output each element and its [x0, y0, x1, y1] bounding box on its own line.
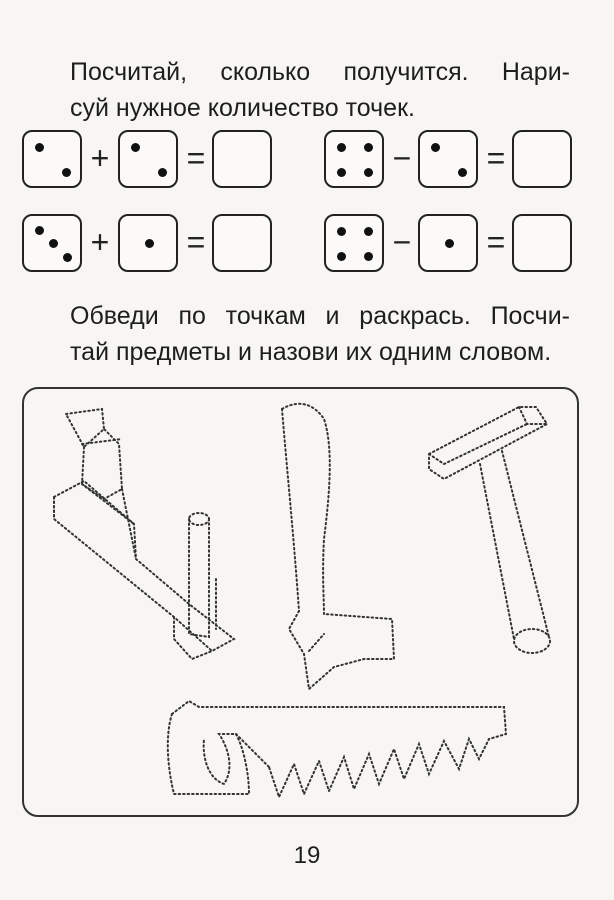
- die-addend-1: [22, 130, 82, 188]
- die-minuend: [324, 130, 384, 188]
- equals-sign: =: [486, 140, 506, 176]
- die-pip: [445, 239, 454, 248]
- saw-outline: [168, 701, 506, 797]
- answer-box[interactable]: [512, 130, 572, 188]
- minus-sign: −: [392, 140, 412, 176]
- die-pip: [63, 253, 72, 262]
- task-2-line-2: тай предметы и назови их одним словом.: [70, 338, 552, 366]
- die-minuend: [324, 214, 384, 272]
- answer-box[interactable]: [212, 214, 272, 272]
- page-number: 19: [293, 842, 321, 869]
- die-pip: [35, 226, 44, 235]
- die-addend-2: [118, 130, 178, 188]
- die-pip: [337, 227, 346, 236]
- dotted-tools-drawing[interactable]: [24, 389, 577, 815]
- die-pip: [62, 168, 71, 177]
- die-pip: [337, 252, 346, 261]
- die-pip: [364, 143, 373, 152]
- die-addend-2: [118, 214, 178, 272]
- answer-box[interactable]: [212, 130, 272, 188]
- task-1-line-1: Посчитай, сколько получится. Нари-: [70, 58, 570, 86]
- die-pip: [364, 227, 373, 236]
- die-pip: [337, 143, 346, 152]
- die-subtrahend: [418, 214, 478, 272]
- minus-sign: −: [392, 224, 412, 260]
- exercise-row-1: [22, 130, 582, 192]
- equals-sign: =: [186, 224, 206, 260]
- axe-outline: [282, 404, 394, 689]
- die-pip: [458, 168, 467, 177]
- die-pip: [49, 239, 58, 248]
- die-pip: [131, 143, 140, 152]
- die-pip: [364, 252, 373, 261]
- die-pip: [35, 143, 44, 152]
- exercise-row-2: [22, 214, 582, 276]
- plane-tool-outline: [54, 409, 234, 659]
- answer-box[interactable]: [512, 214, 572, 272]
- die-pip: [158, 168, 167, 177]
- die-pip: [364, 168, 373, 177]
- task-2-line-1: Обведи по точкам и раскрась. Посчи-: [70, 302, 570, 330]
- die-pip: [431, 143, 440, 152]
- die-pip: [145, 239, 154, 248]
- die-addend-1: [22, 214, 82, 272]
- tools-picture-frame: [22, 387, 579, 817]
- die-pip: [337, 168, 346, 177]
- hammer-outline: [429, 407, 550, 653]
- task-1-line-2: суй нужное количество точек.: [70, 94, 415, 122]
- equals-sign: =: [186, 140, 206, 176]
- die-subtrahend: [418, 130, 478, 188]
- plus-sign: +: [90, 224, 110, 260]
- plus-sign: +: [90, 140, 110, 176]
- equals-sign: =: [486, 224, 506, 260]
